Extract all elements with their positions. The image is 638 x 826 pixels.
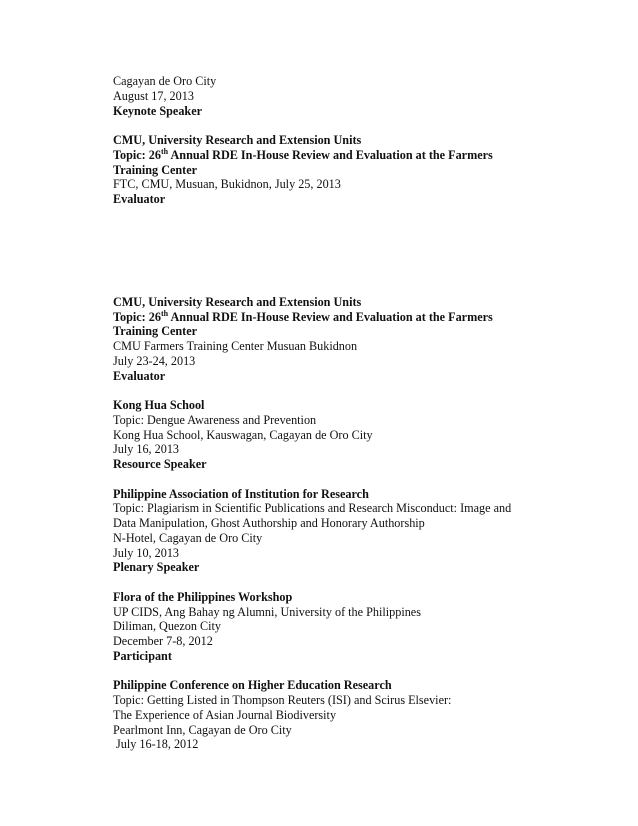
entry-topic-line2: Training Center — [113, 162, 198, 177]
entry-topic-line2: The Experience of Asian Journal Biodiversity — [113, 707, 337, 722]
entry-higher-ed-conference — [113, 678, 613, 752]
entry-venue: CMU Farmers Training Center Musuan Bukidnon — [113, 339, 358, 353]
entry-topic: Topic: 26th Annual RDE In-House Review and Evaluation at the Farmers — [113, 308, 493, 324]
entry-date: July 23-24, 2013 — [113, 353, 196, 368]
entry-org: Kong Hua School — [113, 398, 205, 412]
entry-org: Philippine Conference on Higher Education Research — [113, 678, 392, 693]
entry-role: Plenary Speaker — [113, 560, 200, 575]
entry-cmu-2 — [113, 295, 613, 384]
entry-topic: Topic: 26th Annual RDE In-House Review and Evaluation at the Farmers — [113, 146, 493, 162]
entry-venue: Kong Hua School, Kauswagan, Cagayan de Oro City — [113, 427, 373, 442]
entry-topic: Topic: Dengue Awareness and Prevention — [113, 412, 317, 427]
entry-date: July 16, 2013 — [113, 442, 180, 457]
entry-date: July 16-18, 2012 — [113, 737, 199, 752]
entry-org: CMU, University Research and Extension Units — [113, 133, 362, 147]
entry-topic: Topic: Plagiarism in Scientific Publications and Research Misconduct: Image and — [113, 501, 512, 516]
entry-topic-line2: Training Center — [113, 324, 198, 339]
entry-role: Evaluator — [113, 368, 166, 383]
entry-topic-line2: Data Manipulation, Ghost Authorship and Honorary Authorship — [113, 516, 425, 530]
entry-org: CMU, University Research and Extension Units — [113, 294, 362, 309]
entry-org: Philippine Association of Institution for Research — [113, 486, 369, 501]
entry-role: Keynote Speaker — [113, 103, 203, 118]
entry-venue: FTC, CMU, Musuan, Bukidnon, July 25, 2013 — [113, 177, 341, 192]
entry-cmu-1 — [113, 133, 613, 207]
entry-org: Flora of the Philippines Workshop — [113, 589, 293, 604]
entry-role: Evaluator — [113, 192, 166, 206]
entry-role: Participant — [113, 648, 172, 663]
entry-date: July 10, 2013 — [113, 545, 180, 560]
entry-flora-workshop — [113, 590, 613, 664]
entry-kong-hua — [113, 398, 613, 472]
entry-venue: UP CIDS, Ang Bahay ng Alumni, University of the Philippines — [113, 604, 421, 619]
entry-venue-line2: Diliman, Quezon City — [113, 619, 221, 634]
entry-role: Resource Speaker — [113, 457, 207, 471]
entry-pair — [113, 487, 613, 576]
entry-date: August 17, 2013 — [113, 88, 194, 103]
document-page — [113, 74, 613, 752]
entry-place: Cagayan de Oro City — [113, 74, 217, 88]
entry-venue: Pearlmont Inn, Cagayan de Oro City — [113, 722, 292, 737]
entry-venue: N-Hotel, Cagayan de Oro City — [113, 530, 263, 545]
entry-keynote — [113, 74, 613, 118]
entry-topic: Topic: Getting Listed in Thompson Reuters (ISI) and Scirus Elsevier: — [113, 693, 452, 707]
entry-date: December 7-8, 2012 — [113, 634, 213, 648]
